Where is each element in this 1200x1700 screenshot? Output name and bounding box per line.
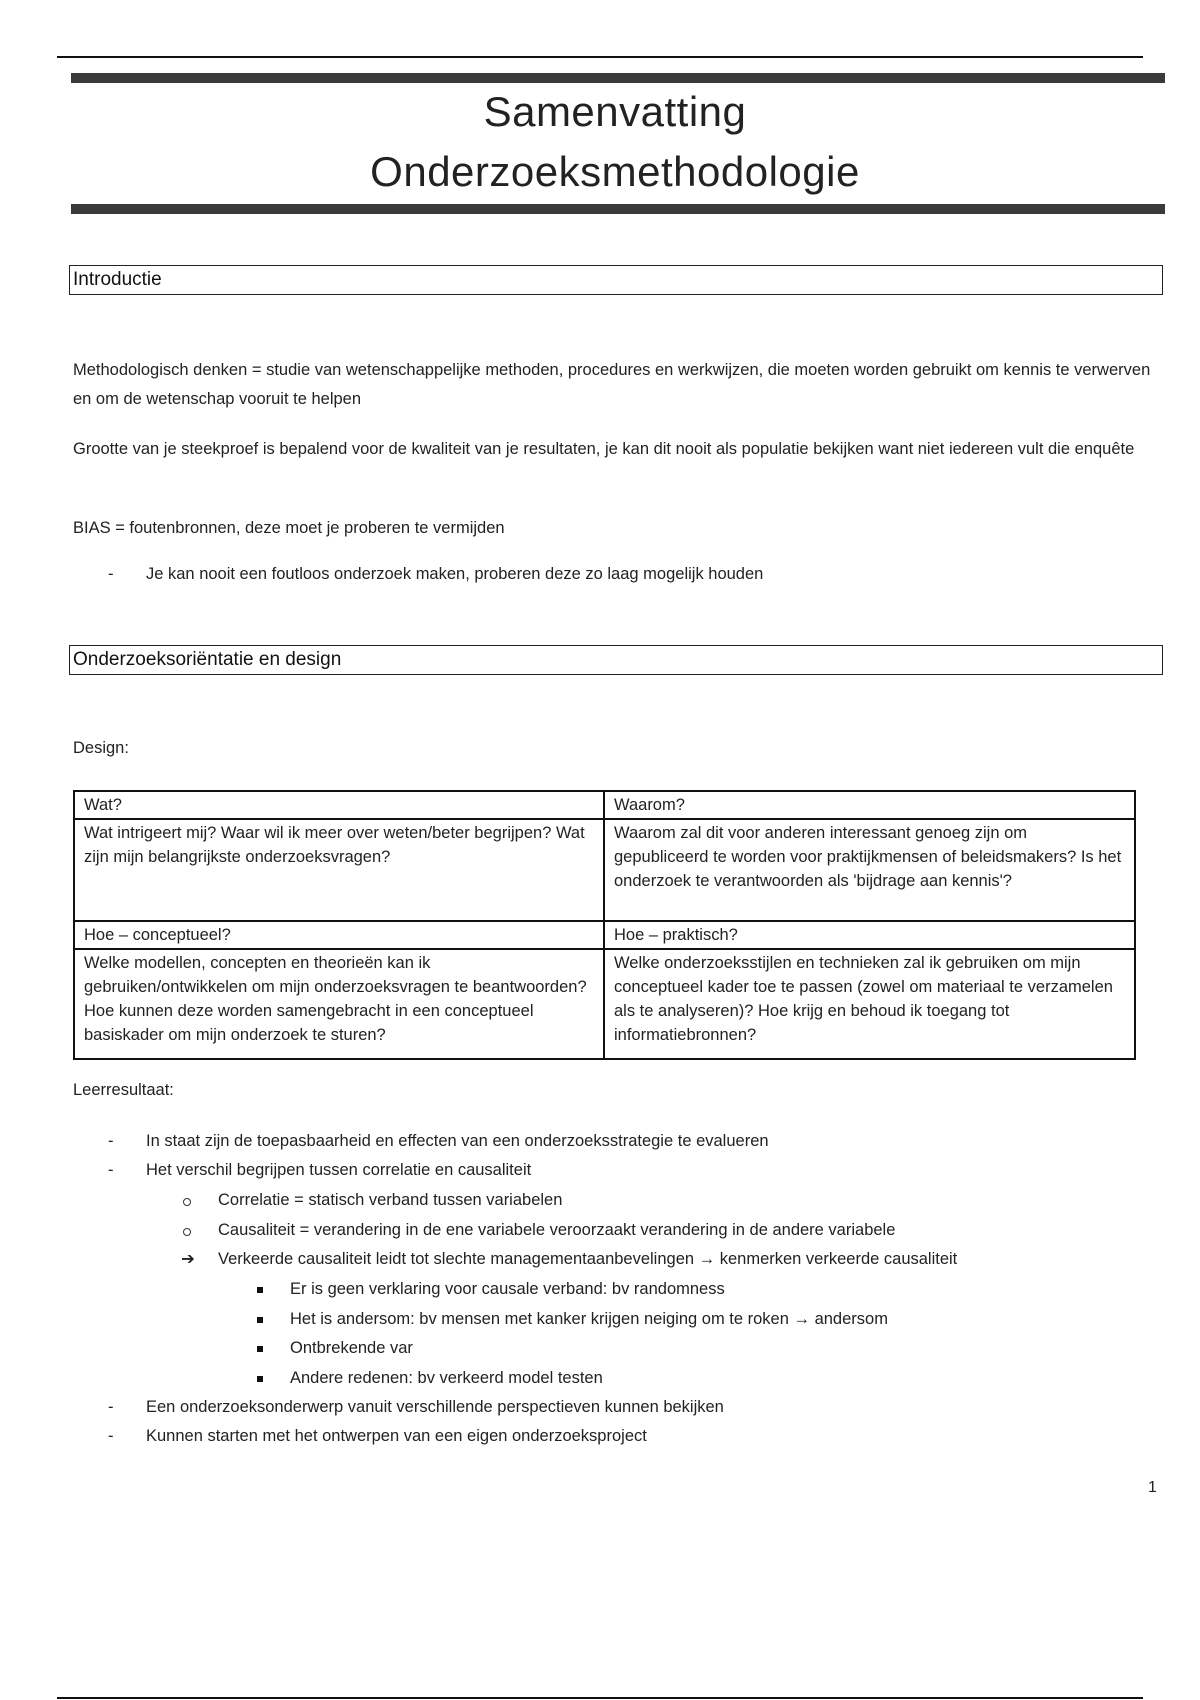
- square-bullet: [257, 1346, 263, 1352]
- design-label: Design:: [73, 739, 129, 757]
- sub-sub-bullet-4: Andere redenen: bv verkeerd model testen: [290, 1369, 603, 1387]
- bottom-rule: [57, 1697, 1143, 1699]
- intro-paragraph-3: BIAS = foutenbronnen, deze moet je proberen te vermijden: [73, 519, 505, 537]
- title-bar-top: [71, 73, 1165, 83]
- table-row: [74, 819, 1135, 921]
- learning-bullet-2: Het verschil begrijpen tussen correlatie en causaliteit: [146, 1161, 532, 1179]
- design-table: [73, 790, 1136, 1060]
- square-bullet: [257, 1287, 263, 1293]
- dash-bullet: -: [108, 1132, 114, 1150]
- table-cell-hoe-praktisch: Welke onderzoeksstijlen en technieken zal ik gebruiken om mijn conceptueel kader toe te passen (zowel om materiaal te verzamelen als te analyseren)? Hoe krijg en behoud ik toegang tot informatiebronnen?: [604, 949, 1135, 1059]
- dash-bullet: -: [108, 1398, 114, 1416]
- sub-sub-bullet-3: Ontbrekende var: [290, 1339, 413, 1357]
- title-line-1: Samenvatting: [483, 88, 747, 135]
- table-header-hoe-conceptueel: Hoe – conceptueel?: [74, 921, 604, 949]
- table-header-wat: Wat?: [74, 791, 604, 819]
- sub-sub-bullet-2: Het is andersom: bv mensen met kanker krijgen neiging om te roken → andersom: [290, 1310, 888, 1328]
- arrow-icon: ➔: [181, 1250, 195, 1268]
- intro-bullet-1: Je kan nooit een foutloos onderzoek maken, proberen deze zo laag mogelijk houden: [146, 565, 764, 583]
- learning-bullet-3: Een onderzoeksonderwerp vanuit verschillende perspectieven kunnen bekijken: [146, 1398, 724, 1416]
- intro-paragraph-2: Grootte van je steekproef is bepalend voor de kwaliteit van je resultaten, je kan dit nooit als populatie bekijken want niet iedereen vult die enquête: [73, 440, 1135, 458]
- circle-bullet: [183, 1228, 191, 1236]
- dash-bullet: -: [108, 1427, 114, 1445]
- table-header-hoe-praktisch: Hoe – praktisch?: [604, 921, 1135, 949]
- table-header-waarom: Waarom?: [604, 791, 1135, 819]
- top-rule: [57, 56, 1143, 58]
- leerresultaat-label: Leerresultaat:: [73, 1081, 174, 1099]
- dash-bullet: -: [108, 565, 114, 583]
- intro-paragraph-1: Methodologisch denken = studie van wetenschappelijke methoden, procedures en werkwijzen, die moeten worden gebruikt om kennis te verwerven en om de wetenschap vooruit te helpen: [73, 361, 1151, 408]
- square-bullet: [257, 1376, 263, 1382]
- square-bullet: [257, 1317, 263, 1323]
- page-number: 1: [1148, 1479, 1157, 1496]
- table-cell-waarom: Waarom zal dit voor anderen interessant genoeg zijn om gepubliceerd te worden voor praktijkmensen of beleidsmakers? Is het onderzoek te verantwoorden als 'bijdrage aan kennis'?: [604, 819, 1135, 921]
- sub-sub-bullet-1: Er is geen verklaring voor causale verband: bv randomness: [290, 1280, 725, 1298]
- dash-bullet: -: [108, 1161, 114, 1179]
- title-bar-bottom: [71, 204, 1165, 214]
- learning-bullet-4: Kunnen starten met het ontwerpen van een eigen onderzoeksproject: [146, 1427, 647, 1445]
- sub-bullet-causaliteit: Causaliteit = verandering in de ene variabele veroorzaakt verandering in de andere variabele: [218, 1221, 896, 1239]
- table-row: [74, 949, 1135, 1059]
- table-cell-wat: Wat intrigeert mij? Waar wil ik meer over weten/beter begrijpen? Wat zijn mijn belangrijkste onderzoeksvragen?: [74, 819, 604, 921]
- table-cell-hoe-conceptueel: Welke modellen, concepten en theorieën kan ik gebruiken/ontwikkelen om mijn onderzoeksvragen te beantwoorden? Hoe kunnen deze worden samengebracht in een conceptueel basiskader om mijn onderzoek te sturen?: [74, 949, 604, 1059]
- section-heading-design: Onderzoeksoriëntatie en design: [69, 645, 1163, 675]
- table-row: [74, 791, 1135, 819]
- learning-bullet-1: In staat zijn de toepasbaarheid en effecten van een onderzoeksstrategie te evalueren: [146, 1132, 769, 1150]
- title-line-2: Onderzoeksmethodologie: [370, 148, 860, 195]
- sub-bullet-verkeerde-causaliteit: Verkeerde causaliteit leidt tot slechte managementaanbevelingen → kenmerken verkeerde causaliteit: [218, 1250, 958, 1268]
- sub-bullet-correlatie: Correlatie = statisch verband tussen variabelen: [218, 1191, 563, 1209]
- table-row: [74, 921, 1135, 949]
- section-heading-introductie: Introductie: [69, 265, 1163, 295]
- circle-bullet: [183, 1198, 191, 1206]
